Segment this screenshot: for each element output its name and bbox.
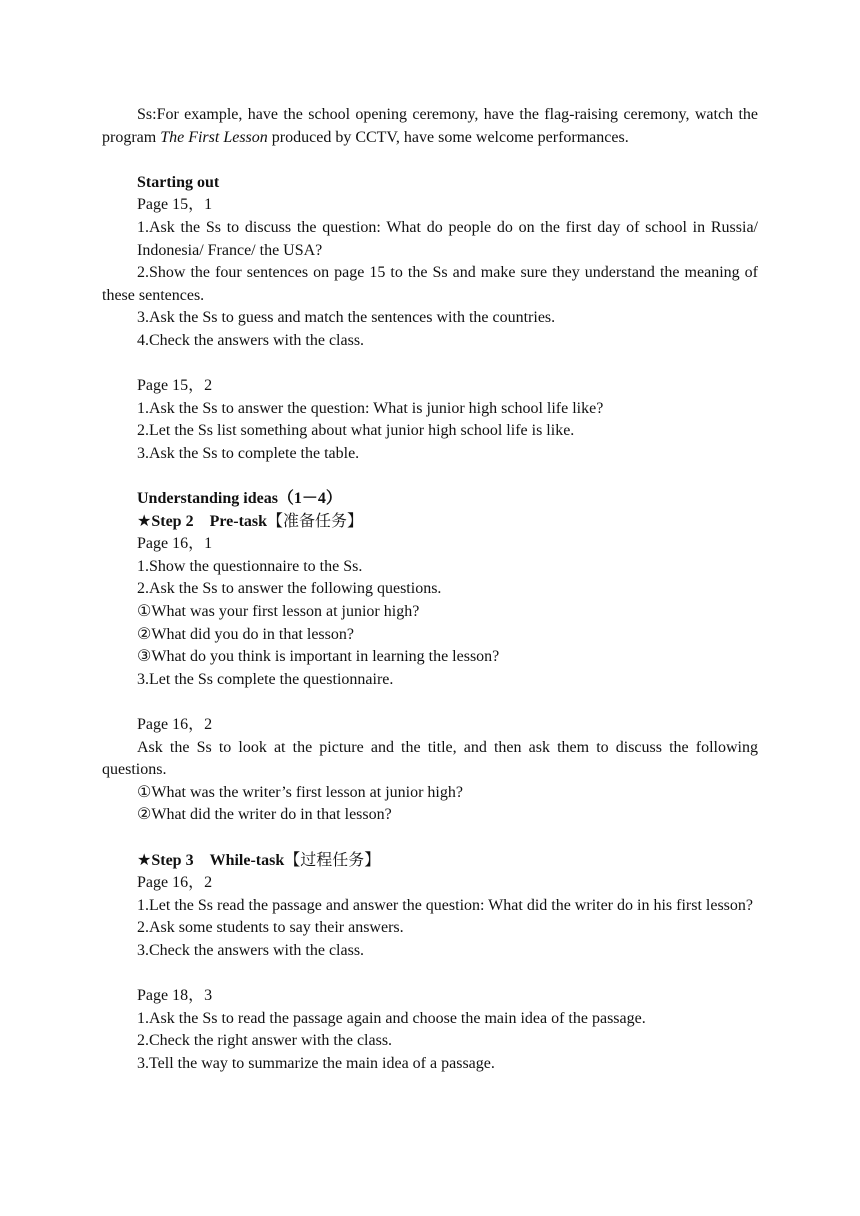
list-item: 3.Ask the Ss to complete the table. (137, 444, 360, 462)
question-item: ②What did the writer do in that lesson? (137, 806, 392, 824)
list-item: 3.Let the Ss complete the questionnaire. (137, 670, 394, 688)
page-ref: Page 15，1 (137, 196, 213, 214)
intro-text-end: produced by CCTV, have some welcome performances. (267, 128, 629, 146)
question-item: ②What did you do in that lesson? (137, 625, 354, 643)
star-icon: ★ (137, 512, 152, 530)
spacer (102, 466, 758, 489)
list-item: 1.Ask the Ss to answer the question: What is junior high school life like? (137, 399, 604, 417)
list-item: 2.Show the four sentences on page 15 to the Ss and make sure they understand the meaning of these sentences. (102, 264, 758, 304)
page-ref: Page 15，2 (137, 377, 213, 395)
list-item: 1.Ask the Ss to discuss the question: What do people do on the first day of school in Russia/ Indonesia/ France/ the USA? (137, 218, 758, 259)
page-ref: Page 16，1 (137, 535, 213, 553)
spacer (102, 691, 758, 714)
list-item: 3.Ask the Ss to guess and match the sentences with the countries. (137, 309, 556, 327)
step-cn-label: 【过程任务】 (284, 851, 381, 869)
list-item: 2.Ask the Ss to answer the following questions. (137, 580, 442, 598)
intro-text: Ss:For example, have the school opening ceremony, have the flag-raising ceremony, watch the program (102, 106, 758, 146)
document-page (102, 104, 758, 1076)
intro-paragraph (102, 104, 758, 149)
page-ref: Page 16，2 (137, 874, 213, 892)
spacer (102, 149, 758, 172)
question-item: ③What do you think is important in learning the lesson? (137, 648, 500, 666)
page-ref: Page 18，3 (137, 987, 213, 1005)
step-cn-label: 【准备任务】 (267, 512, 364, 530)
list-item: 4.Check the answers with the class. (137, 331, 365, 349)
step-label: Step 2 Pre-task (151, 512, 268, 530)
question-item: ①What was your first lesson at junior high? (137, 603, 420, 621)
section-heading-starting-out: Starting out (137, 173, 220, 191)
spacer (102, 827, 758, 850)
list-item: 2.Let the Ss list something about what junior high school life is like. (137, 422, 575, 440)
star-icon: ★ (137, 851, 152, 869)
step-label: Step 3 While-task (151, 851, 285, 869)
list-item: 1.Ask the Ss to read the passage again and choose the main idea of the passage. (137, 1009, 646, 1027)
list-item: 2.Check the right answer with the class. (137, 1032, 393, 1050)
list-item: 1.Let the Ss read the passage and answer the question: What did the writer do in his first lesson? (137, 896, 753, 914)
list-item: 2.Ask some students to say their answers. (137, 919, 404, 937)
list-item: 1.Show the questionnaire to the Ss. (137, 557, 363, 575)
page-ref: Page 16，2 (137, 716, 213, 734)
step-heading (102, 511, 758, 534)
spacer (102, 353, 758, 376)
spacer (102, 963, 758, 986)
question-item: ①What was the writer’s first lesson at junior high? (137, 783, 463, 801)
paragraph: Ask the Ss to look at the picture and the title, and then ask them to discuss the following questions. (102, 738, 758, 779)
step-heading (102, 850, 758, 873)
section-heading-understanding-ideas: Understanding ideas（1－4） (137, 490, 342, 508)
list-item: 3.Check the answers with the class. (137, 941, 365, 959)
program-title: The First Lesson (160, 128, 268, 146)
list-item: 3.Tell the way to summarize the main idea of a passage. (137, 1054, 495, 1072)
